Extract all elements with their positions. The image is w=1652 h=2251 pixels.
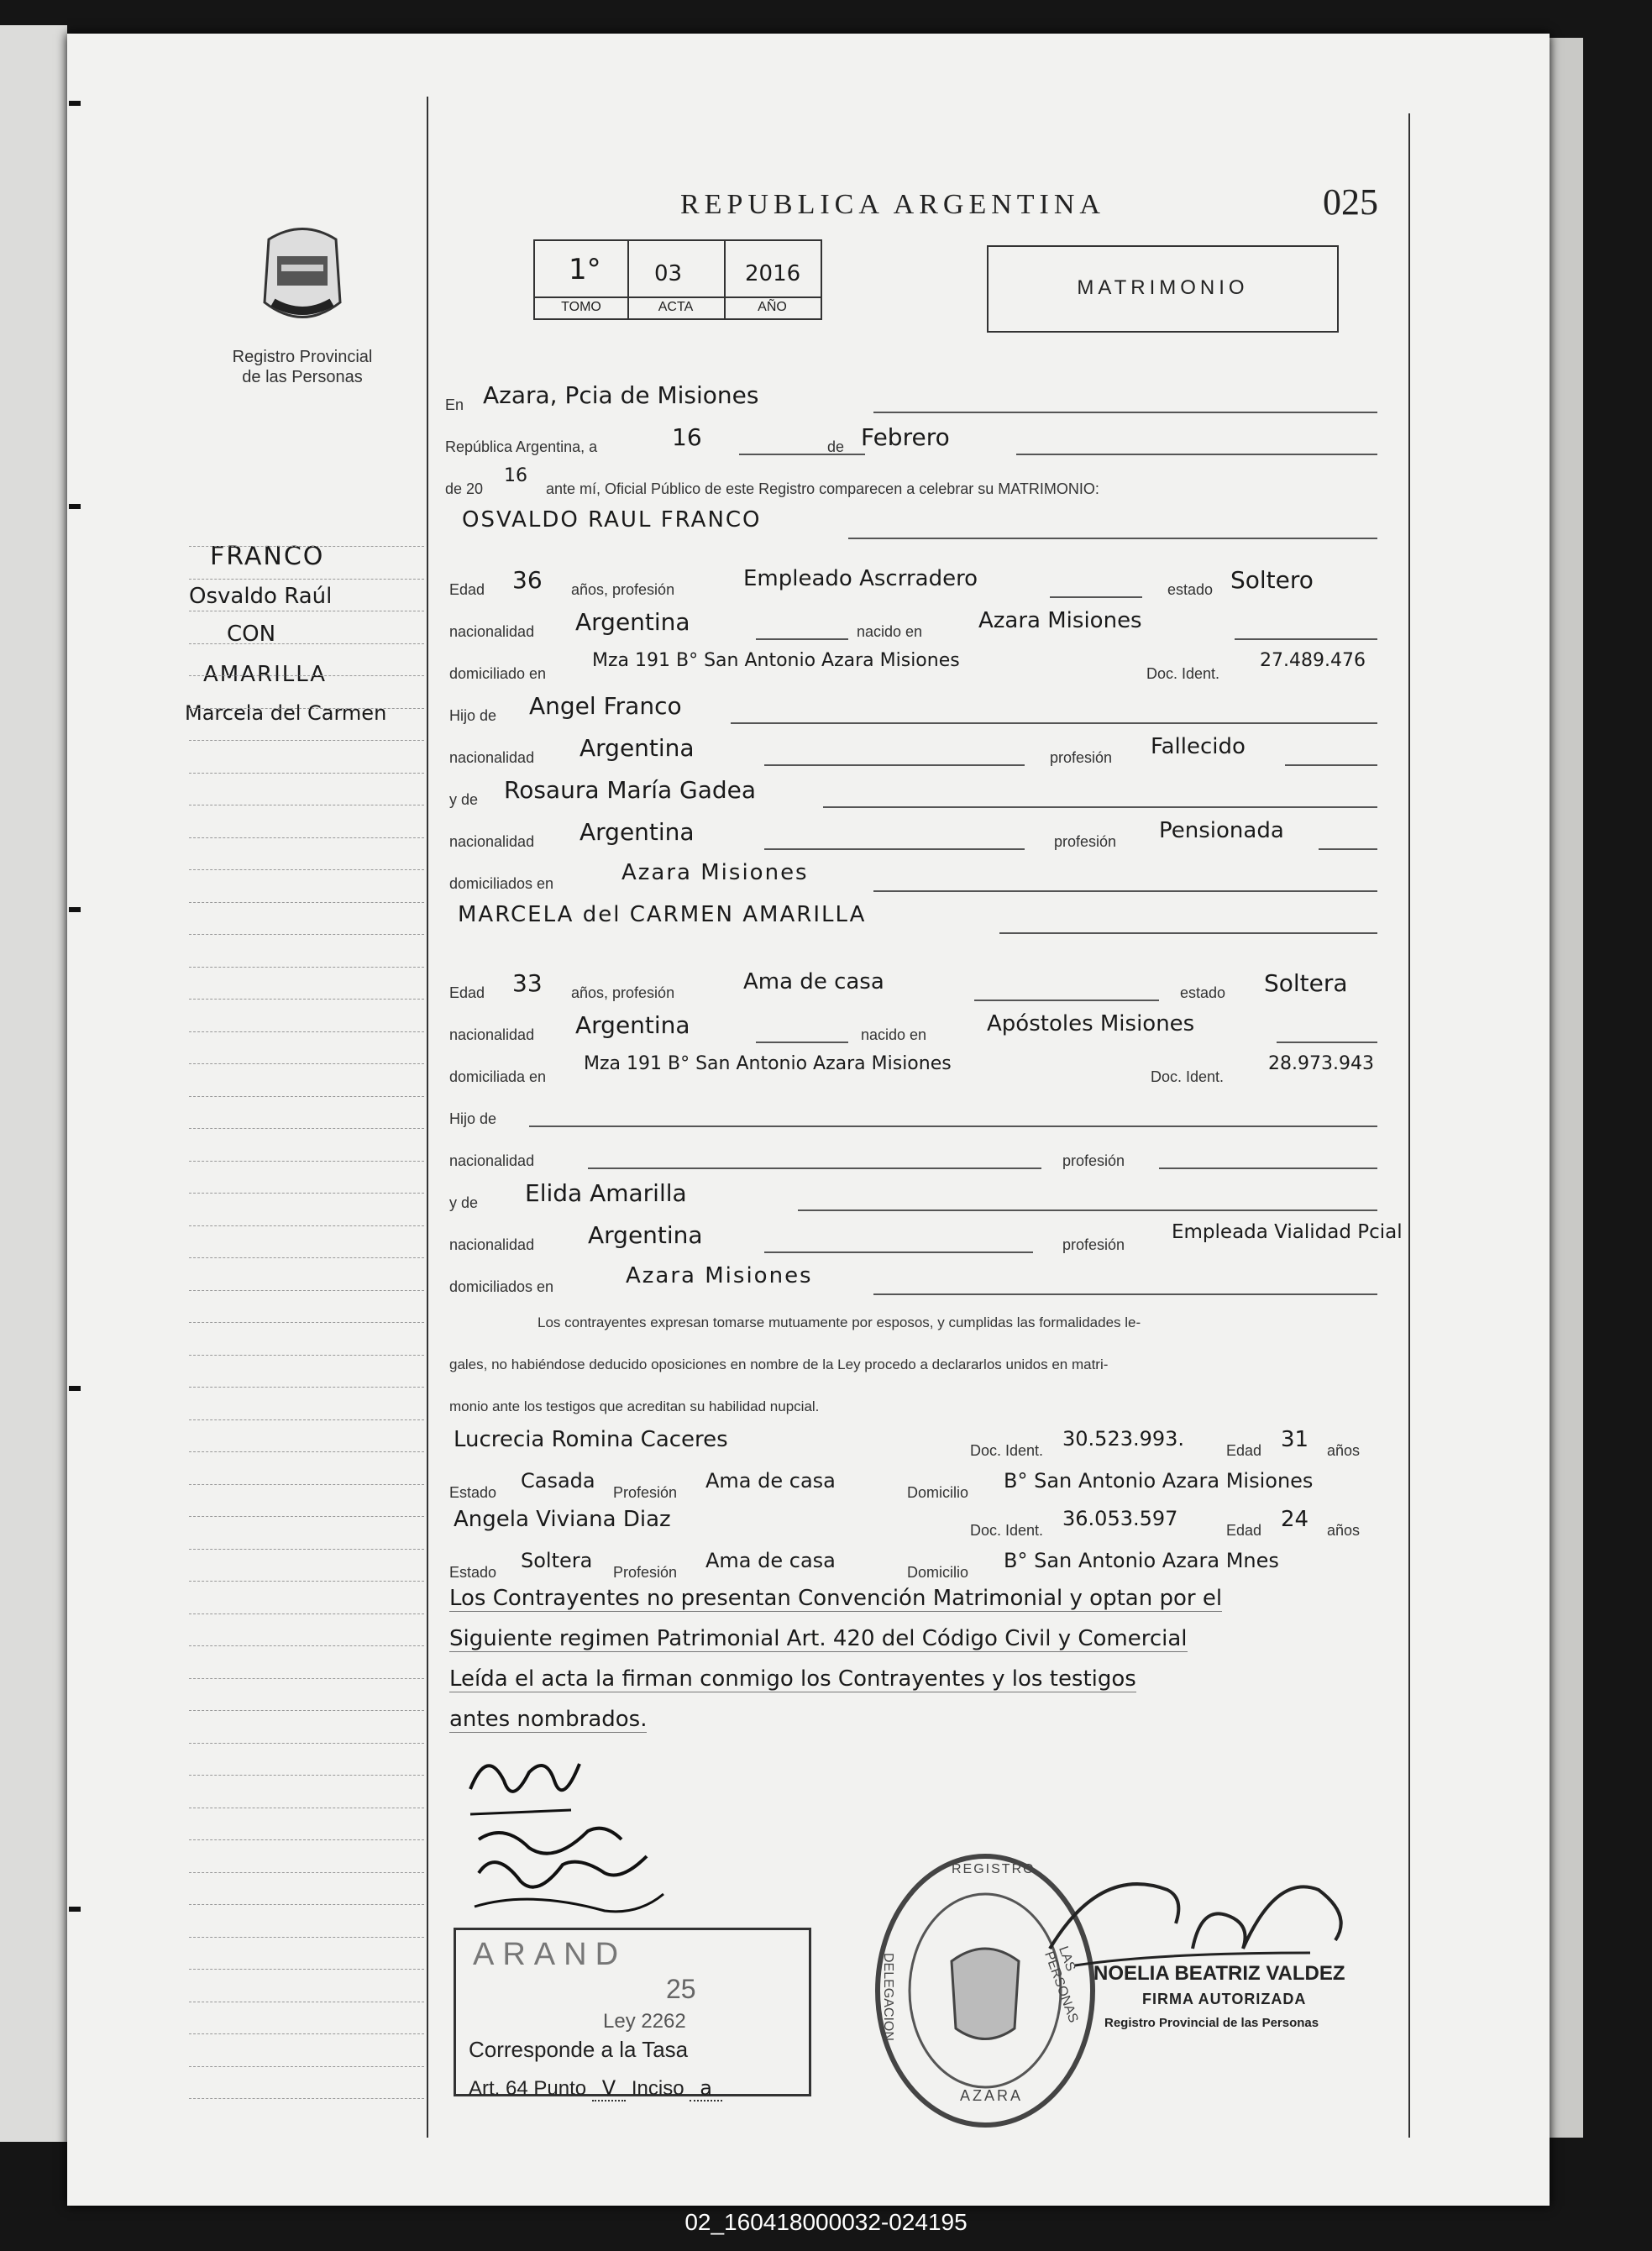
profesion-label: profesión: [1062, 1236, 1125, 1253]
witness-name: Angela Viviana Diaz: [454, 1507, 671, 1532]
bride-mother-profesion: Empleada Vialidad Pcial: [1172, 1221, 1403, 1243]
ruled-line: [189, 1581, 424, 1582]
witness-domicilio: B° San Antonio Azara Mnes: [1004, 1549, 1279, 1572]
margin-note-surname: FRANCO: [210, 542, 325, 571]
groom-estado: Soltero: [1230, 566, 1314, 594]
witness-estado: Casada: [521, 1469, 595, 1493]
registry-name-line1: Registro Provincial: [232, 348, 373, 366]
fill-line: [1277, 1042, 1377, 1043]
ruled-line: [189, 869, 424, 871]
ruled-line: [189, 1225, 424, 1227]
anos-profesion-label: años, profesión: [571, 984, 675, 1001]
groom-father: Angel Franco: [529, 692, 682, 720]
ruled-line: [189, 1969, 424, 1970]
ruled-line: [189, 2066, 424, 2068]
ruled-line: [189, 675, 424, 677]
margin-note-given2: Marcela del Carmen: [185, 701, 387, 725]
fee-stamp: [454, 1928, 811, 2096]
groom-domicilio: Mza 191 B° San Antonio Azara Misiones: [592, 650, 960, 671]
declaration-line: Los contrayentes expresan tomarse mutuamente por esposos, y cumplidas las formalidades le-: [538, 1314, 1141, 1330]
binding-hole: [69, 504, 81, 509]
official-org: Registro Provincial de las Personas: [1104, 2016, 1319, 2030]
act-type-box: [987, 245, 1339, 333]
acta-value: 03: [654, 261, 683, 286]
estado-label: estado: [1180, 984, 1226, 1001]
estado-label: Estado: [449, 1484, 497, 1501]
tomo-acta-anio-box: [533, 239, 822, 320]
tasa-article: [469, 2076, 722, 2101]
binding-hole: [69, 1386, 81, 1391]
edad-label: Edad: [1226, 1442, 1262, 1459]
bride-edad: 33: [512, 969, 543, 997]
ruled-line: [189, 1031, 424, 1033]
domiciliados-label: domiciliados en: [449, 1278, 554, 1295]
fill-line: [848, 538, 1377, 539]
stamp-line3: Ley 2262: [603, 2010, 686, 2033]
notes-line: antes nombrados.: [449, 1707, 648, 1732]
ruled-line: [189, 773, 424, 774]
bride-doc: 28.973.943: [1268, 1053, 1374, 1074]
fill-line: [529, 1126, 1377, 1127]
fill-line: [823, 806, 1377, 808]
profesion-label: Profesión: [613, 1484, 678, 1501]
anos-profesion-label: años, profesión: [571, 581, 675, 598]
hijo-label: Hijo de: [449, 707, 497, 724]
seal-ring-top: REGISTRO: [952, 1862, 1036, 1876]
book-edge: [1550, 38, 1583, 2138]
official-title: FIRMA AUTORIZADA: [1142, 1991, 1307, 2007]
ruled-line: [189, 1484, 424, 1486]
bride-parents-domicilio: Azara Misiones: [626, 1263, 813, 1288]
margin-rule: [427, 97, 428, 2138]
ruled-line: [189, 1451, 424, 1453]
groom-mother-profesion: Pensionada: [1159, 818, 1284, 843]
ruled-line: [189, 1419, 424, 1421]
ruled-line: [189, 837, 424, 839]
groom-edad: 36: [512, 566, 543, 594]
fill-line: [1285, 764, 1377, 766]
year-prefix: de 20: [445, 480, 484, 497]
bride-name: MARCELA del CARMEN AMARILLA: [458, 902, 867, 927]
fill-line: [974, 1000, 1159, 1001]
fill-line: [588, 1167, 1041, 1169]
ruled-line: [189, 1257, 424, 1259]
tomo-label: TOMO: [561, 300, 601, 314]
republica-label: República Argentina, a: [445, 438, 598, 455]
ruled-line: [189, 1904, 424, 1906]
ruled-line: [189, 902, 424, 904]
notes-line: Siguiente regimen Patrimonial Art. 420 del Código Civil y Comercial: [449, 1626, 1188, 1651]
profesion-label: Profesión: [613, 1564, 678, 1581]
year-suffix: 16: [504, 465, 527, 486]
ruled-line: [189, 1290, 424, 1292]
ruled-line: [189, 1549, 424, 1551]
witness-profesion: Ama de casa: [705, 1549, 836, 1572]
anio-label: AÑO: [758, 300, 787, 314]
fill-line: [873, 412, 1377, 413]
tasa-article-prefix: Art. 64 Punto: [469, 2077, 587, 2100]
nacionalidad-label: nacionalidad: [449, 1236, 535, 1253]
tasa-inciso: a: [690, 2076, 722, 2101]
seal-ring-bottom: AZARA: [960, 2087, 1024, 2104]
fill-line: [756, 1042, 848, 1043]
acta-label: ACTA: [658, 300, 694, 314]
ruled-line: [189, 579, 424, 580]
ruled-line: [189, 934, 424, 936]
stamp-line2: 25: [666, 1974, 696, 2004]
ruled-line: [189, 1613, 424, 1615]
ruled-line: [189, 643, 424, 645]
groom-father-nacionalidad: Argentina: [580, 734, 695, 762]
margin-note-surname2: AMARILLA: [203, 662, 328, 687]
ruled-line: [189, 1387, 424, 1388]
bride-profesion: Ama de casa: [743, 969, 884, 994]
nacionalidad-label: nacionalidad: [449, 749, 535, 766]
tomo-value: 1°: [569, 253, 601, 286]
seal-ring-left: DELEGACION: [881, 1953, 895, 2041]
ruled-line: [189, 740, 424, 742]
bride-mother-nacionalidad: Argentina: [588, 1221, 703, 1249]
witness-name: Lucrecia Romina Caceres: [454, 1427, 728, 1452]
ruled-line: [189, 1096, 424, 1098]
groom-name: OSVALDO RAUL FRANCO: [462, 507, 762, 533]
ruled-line: [189, 999, 424, 1000]
fill-line: [764, 1251, 1033, 1253]
doc-label: Doc. Ident.: [1146, 665, 1220, 682]
anos-label: años: [1327, 1522, 1361, 1539]
edad-label: Edad: [1226, 1522, 1262, 1539]
groom-mother: Rosaura María Gadea: [504, 776, 757, 804]
witness-edad: 31: [1281, 1427, 1309, 1452]
yde-label: y de: [449, 791, 479, 808]
margin-note-given: Osvaldo Raúl: [189, 584, 333, 609]
ruled-line: [189, 967, 424, 968]
fill-line: [1159, 1167, 1377, 1169]
registry-name: [176, 347, 428, 387]
fill-line: [1016, 454, 1377, 455]
image-caption: 02_160418000032-024195: [684, 2209, 968, 2235]
nacido-label: nacido en: [857, 623, 923, 640]
box-divider: [535, 296, 821, 298]
estado-label: Estado: [449, 1564, 497, 1581]
groom-father-profesion: Fallecido: [1151, 734, 1246, 759]
declaration-line: monio ante los testigos que acreditan su habilidad nupcial.: [449, 1398, 820, 1414]
groom-nacionalidad: Argentina: [575, 608, 690, 636]
fill-line: [999, 932, 1377, 934]
ruled-line: [189, 1808, 424, 1809]
witness-edad: 24: [1281, 1507, 1309, 1532]
hijo-label: Hijo de: [449, 1110, 497, 1127]
tasa-inciso-label: Inciso: [631, 2077, 684, 2100]
domicilio-label: Domicilio: [907, 1564, 969, 1581]
fill-line: [873, 1293, 1377, 1295]
fill-line: [739, 454, 865, 455]
ruled-line: [189, 805, 424, 806]
ruled-line: [189, 1872, 424, 1874]
bride-estado: Soltera: [1264, 969, 1348, 997]
ruled-line: [189, 1710, 424, 1712]
doc-label: Doc. Ident.: [970, 1442, 1044, 1459]
groom-nacido: Azara Misiones: [978, 608, 1142, 633]
tasa-punto: V: [592, 2076, 626, 2101]
folio-number: 025: [1323, 181, 1378, 223]
declaration-line: gales, no habiéndose deducido oposiciones en nombre de la Ley procedo a declararlos unidos en matri-: [449, 1356, 1109, 1372]
binding-hole: [69, 1907, 81, 1912]
nacionalidad-label: nacionalidad: [449, 833, 535, 850]
nacionalidad-label: nacionalidad: [449, 623, 535, 640]
fill-line: [1319, 848, 1377, 850]
act-type: MATRIMONIO: [1077, 276, 1249, 299]
bride-nacionalidad: Argentina: [575, 1011, 690, 1039]
fill-line: [873, 890, 1377, 892]
nacionalidad-label: nacionalidad: [449, 1152, 535, 1169]
doc-label: Doc. Ident.: [1151, 1068, 1225, 1085]
bride-domicilio: Mza 191 B° San Antonio Azara Misiones: [584, 1053, 952, 1074]
anio-value: 2016: [745, 261, 801, 286]
profesion-label: profesión: [1050, 749, 1113, 766]
register-page: [67, 34, 1550, 2206]
ruled-line: [189, 1937, 424, 1939]
right-rule: [1408, 113, 1410, 2138]
ruled-line: [189, 1839, 424, 1841]
adjacent-page-edge: [0, 25, 67, 2142]
domicilio-label: Domicilio: [907, 1484, 969, 1501]
ruled-line: [189, 708, 424, 710]
en-label: En: [445, 396, 464, 413]
binding-hole: [69, 101, 81, 106]
notes-line: Los Contrayentes no presentan Convención Matrimonial y optan por el: [449, 1586, 1223, 1611]
fill-line: [1235, 638, 1377, 640]
de-label: de: [827, 438, 845, 455]
groom-profesion: Empleado Ascrradero: [743, 566, 978, 591]
ruled-line: [189, 2098, 424, 2100]
ruled-line: [189, 2033, 424, 2035]
groom-doc: 27.489.476: [1260, 650, 1366, 671]
place-value: Azara, Pcia de Misiones: [483, 381, 759, 409]
margin-column: [67, 34, 428, 2206]
domiciliados-label: domiciliados en: [449, 875, 554, 892]
fill-line: [764, 764, 1025, 766]
witness-profesion: Ama de casa: [705, 1469, 836, 1493]
nacido-label: nacido en: [861, 1026, 927, 1043]
ruled-line: [189, 1063, 424, 1065]
profesion-label: profesión: [1062, 1152, 1125, 1169]
anos-label: años: [1327, 1442, 1361, 1459]
provincial-seal-icon: [252, 223, 353, 332]
notes-line: Leída el acta la firman conmigo los Contrayentes y los testigos: [449, 1666, 1136, 1692]
ruled-line: [189, 1355, 424, 1356]
edad-label: Edad: [449, 984, 485, 1001]
witness-doc: 36.053.597: [1062, 1507, 1178, 1530]
ruled-line: [189, 1516, 424, 1518]
month-value: Febrero: [861, 423, 950, 451]
profesion-label: profesión: [1054, 833, 1117, 850]
ante-mi-text: ante mí, Oficial Público de este Registro comparecen a celebrar su MATRIMONIO:: [546, 480, 1099, 497]
ruled-line: [189, 1775, 424, 1776]
doc-label: Doc. Ident.: [970, 1522, 1044, 1539]
witness-estado: Soltera: [521, 1549, 593, 1572]
domiciliada-label: domiciliada en: [449, 1068, 547, 1085]
official-name: NOELIA BEATRIZ VALDEZ: [1093, 1962, 1345, 1985]
binding-hole: [69, 907, 81, 912]
groom-parents-domicilio: Azara Misiones: [621, 860, 809, 885]
fill-line: [798, 1209, 1377, 1211]
fill-line: [1050, 596, 1142, 598]
ruled-line: [189, 1678, 424, 1680]
ruled-line: [189, 1645, 424, 1647]
domiciliado-label: domiciliado en: [449, 665, 547, 682]
witness-domicilio: B° San Antonio Azara Misiones: [1004, 1469, 1314, 1493]
tasa-text: Corresponde a la Tasa: [469, 2037, 689, 2062]
stamp-line1: ARAND: [473, 1937, 627, 1972]
ruled-line: [189, 1743, 424, 1745]
yde-label: y de: [449, 1194, 479, 1211]
estado-label: estado: [1167, 581, 1214, 598]
ruled-line: [189, 1322, 424, 1324]
country-title: REPUBLICA ARGENTINA: [680, 189, 1105, 220]
ruled-line: [189, 2002, 424, 2003]
edad-label: Edad: [449, 581, 485, 598]
registry-name-line2: de las Personas: [242, 368, 363, 386]
day-value: 16: [672, 423, 702, 451]
ruled-line: [189, 546, 424, 548]
margin-note-con: CON: [227, 622, 276, 647]
fill-line: [756, 638, 848, 640]
ruled-line: [189, 611, 424, 612]
seal-ring-right: LAS PERSONAS: [1041, 1944, 1081, 2025]
bride-nacido: Apóstoles Misiones: [987, 1011, 1195, 1036]
witness-doc: 30.523.993.: [1062, 1427, 1185, 1451]
fill-line: [764, 848, 1025, 850]
fill-line: [731, 722, 1377, 724]
bride-mother: Elida Amarilla: [525, 1179, 687, 1207]
ruled-line: [189, 1193, 424, 1194]
ruled-line: [189, 1161, 424, 1162]
nacionalidad-label: nacionalidad: [449, 1026, 535, 1043]
ruled-line: [189, 1128, 424, 1130]
groom-mother-nacionalidad: Argentina: [580, 818, 695, 846]
